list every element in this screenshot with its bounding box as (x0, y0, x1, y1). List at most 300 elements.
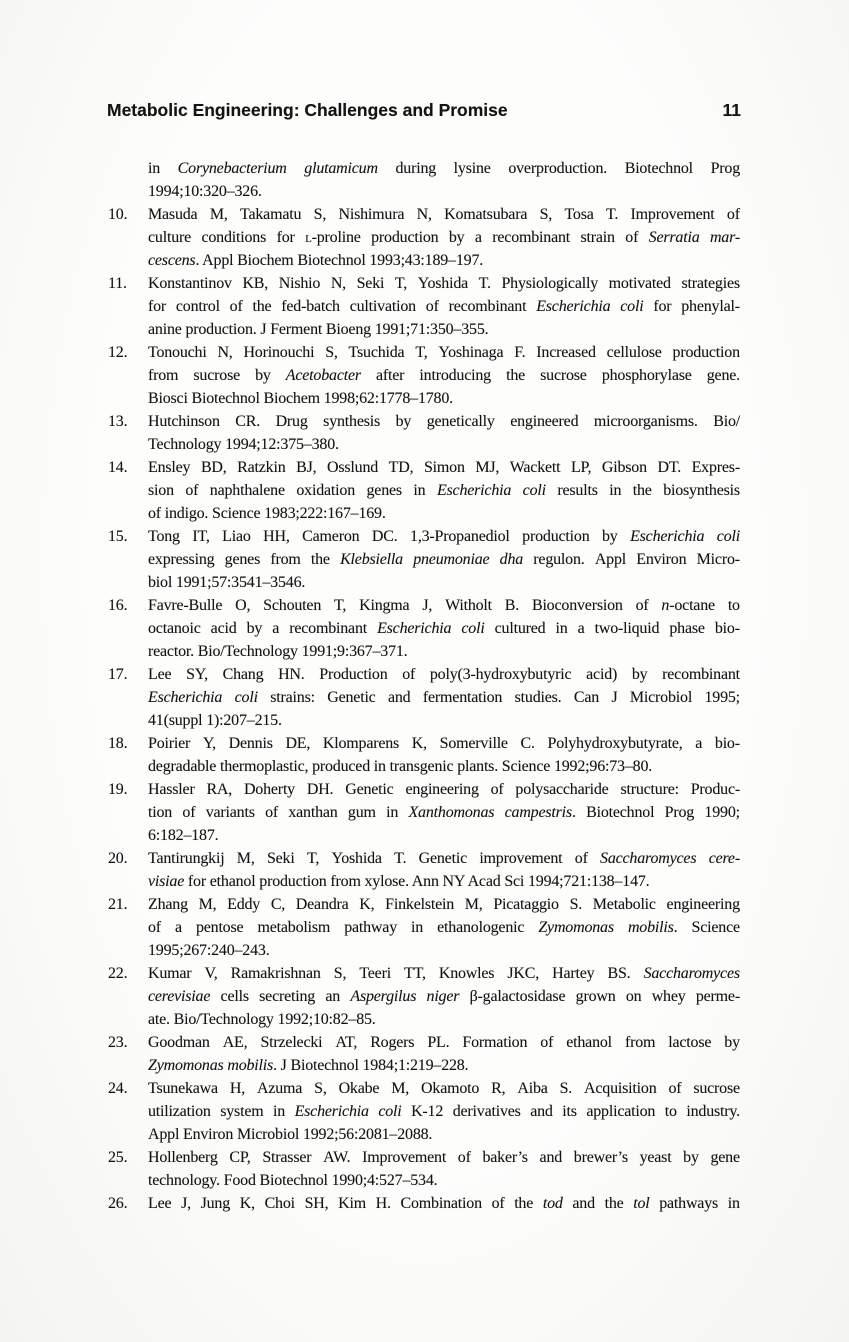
text-run: production (522, 528, 590, 545)
text-run: -proline (311, 229, 361, 246)
text-run: Production (319, 666, 388, 683)
word (574, 686, 599, 709)
word (458, 1146, 471, 1169)
word (350, 295, 416, 318)
text-run: cultivation (349, 298, 416, 315)
word (259, 985, 315, 1008)
word (201, 1192, 230, 1215)
text-run: motivated (608, 275, 671, 292)
word (225, 548, 260, 571)
text-run: a (577, 620, 585, 637)
reference-line (148, 180, 740, 203)
word (536, 341, 596, 364)
word (148, 1077, 218, 1100)
text-run: Tsunekawa (148, 1080, 218, 1097)
text-run: . Appl Biochem Biotechnol 1993;43:189–197. (195, 252, 484, 269)
word (362, 1146, 446, 1169)
word (532, 594, 623, 617)
text-run: Hartey (552, 965, 595, 982)
word (571, 456, 591, 479)
text-run: cere- (708, 850, 740, 867)
word (148, 801, 172, 824)
word (649, 226, 700, 249)
word (681, 272, 739, 295)
word (211, 617, 237, 640)
text-run: TD, (388, 459, 414, 476)
text-run: Doherty (243, 781, 295, 798)
word (500, 548, 523, 571)
text-run: CR. (235, 413, 261, 430)
text-run: overproduction. (508, 160, 608, 177)
word (391, 1077, 409, 1100)
word (602, 364, 692, 387)
word (633, 479, 652, 502)
text-run: xanthan (288, 804, 338, 821)
word (242, 272, 268, 295)
text-run: 1990; (704, 804, 740, 821)
word (413, 479, 425, 502)
text-run: Okabe (338, 1080, 380, 1097)
word (580, 226, 614, 249)
word (628, 916, 678, 939)
text-run: in (727, 1195, 740, 1212)
text-run: Combination (400, 1195, 482, 1212)
text-run: in (411, 919, 424, 936)
word (491, 1077, 505, 1100)
word (288, 801, 337, 824)
text-run: Yoshinaga (438, 344, 504, 361)
text-run: Y, (202, 735, 216, 752)
text-run: T. (478, 275, 491, 292)
text-run: Ensley (148, 459, 191, 476)
text-run: in (609, 482, 622, 499)
word (327, 686, 375, 709)
reference-text (148, 893, 740, 962)
word (594, 410, 698, 433)
reference-line (148, 226, 740, 249)
text-run: AT, (335, 1034, 358, 1051)
reference-line (148, 1146, 740, 1169)
word (492, 226, 570, 249)
reference-text (148, 1031, 740, 1077)
word (611, 686, 617, 709)
word (230, 295, 243, 318)
word (556, 617, 568, 640)
word (566, 1031, 612, 1054)
text-run: Yoshida (417, 275, 469, 292)
text-run: lysine (453, 160, 491, 177)
text-run: production (371, 229, 439, 246)
word (210, 203, 228, 226)
text-run: Goodman (148, 1034, 210, 1051)
text-run: Poirier (148, 735, 191, 752)
text-run: Escherichia (536, 298, 611, 315)
reference-item (108, 594, 740, 663)
word (717, 525, 740, 548)
text-run: J (611, 689, 618, 706)
word (710, 226, 740, 249)
word (285, 732, 310, 755)
text-run: K, (239, 1195, 255, 1212)
word (609, 479, 621, 502)
reference-line (148, 203, 740, 226)
reference-line (148, 433, 740, 456)
text-run: Takamatu (240, 206, 302, 223)
text-run: Bioconversion (531, 597, 623, 614)
word (538, 916, 614, 939)
text-run: Strzelecki (260, 1034, 323, 1051)
reference-number: 23. (108, 1034, 128, 1051)
word (479, 272, 491, 295)
word (653, 295, 671, 318)
word (148, 364, 178, 387)
text-run: improvement (479, 850, 563, 867)
word (673, 341, 740, 364)
text-run: Kingma (359, 597, 410, 614)
word (523, 479, 546, 502)
text-run: the (604, 1195, 624, 1212)
text-run: utilization (148, 1103, 211, 1120)
word (695, 732, 702, 755)
word (727, 203, 740, 226)
word (449, 295, 527, 318)
word (510, 410, 578, 433)
text-run: sucrose (193, 367, 240, 384)
word (514, 341, 525, 364)
text-run: Tong (148, 528, 180, 545)
word (175, 916, 182, 939)
text-run: AE, (222, 1034, 248, 1051)
text-run: Tsuchida (348, 344, 405, 361)
text-run: in (413, 482, 426, 499)
text-run: Zymomonas (538, 919, 614, 936)
text-run: of (265, 804, 279, 821)
word (707, 364, 740, 387)
text-run: Gibson (601, 459, 647, 476)
word (533, 548, 584, 571)
reference-text (148, 1146, 740, 1192)
text-run: octanoic (148, 620, 201, 637)
text-run: DT. (657, 459, 682, 476)
text-run: LP, (570, 459, 592, 476)
text-run: Seki (356, 275, 385, 292)
word (148, 663, 171, 686)
page-number: 11 (722, 100, 741, 120)
text-run: Picataggio (493, 896, 559, 913)
word (410, 525, 510, 548)
reference-line (148, 962, 740, 985)
text-run: whey (651, 988, 686, 1005)
text-run: T. (606, 206, 619, 223)
text-run: of (182, 804, 196, 821)
word (572, 1192, 595, 1215)
reference-line (148, 594, 740, 617)
word (715, 617, 740, 640)
text-run: Hollenberg (148, 1149, 218, 1166)
text-run: pathways (659, 1195, 719, 1212)
word (148, 594, 222, 617)
text-run: SH, (304, 1195, 329, 1212)
text-run: baker’s (482, 1149, 528, 1166)
text-run: engineered (510, 413, 579, 430)
text-run: anine production. J Ferment Bioeng 1991;71:350–355. (148, 321, 489, 338)
reference-line (148, 364, 740, 387)
text-run: genes (224, 551, 261, 568)
word (325, 985, 340, 1008)
word (510, 456, 561, 479)
reference-text (148, 594, 740, 663)
reference-number: 14. (108, 459, 128, 476)
text-run: dha (499, 551, 524, 568)
word (693, 1077, 740, 1100)
text-run: of (402, 666, 416, 683)
text-run: Biotechnol (624, 160, 693, 177)
word (595, 548, 626, 571)
text-run: DH. (306, 781, 334, 798)
text-run: Tosa (564, 206, 594, 223)
text-run: genetically (426, 413, 495, 430)
text-run: Schouten (263, 597, 322, 614)
text-run: bio- (714, 620, 740, 637)
reference-line (148, 157, 740, 180)
word (536, 295, 610, 318)
word (339, 1077, 380, 1100)
word (231, 962, 321, 985)
word (357, 272, 385, 295)
reference-item (108, 847, 740, 893)
text-run: M, (236, 850, 255, 867)
word (570, 893, 583, 916)
text-run: to (664, 1103, 677, 1120)
text-run: culture (148, 229, 192, 246)
word (148, 962, 191, 985)
reference-number: 13. (108, 413, 128, 430)
word (331, 272, 346, 295)
word (148, 456, 190, 479)
word (244, 778, 295, 801)
text-run: by (246, 620, 263, 637)
text-run: of (635, 597, 649, 614)
text-run: IT, (192, 528, 210, 545)
text-run: AW. (323, 1149, 351, 1166)
text-run: of (457, 1149, 471, 1166)
text-run: 6:182–187. (148, 827, 219, 844)
word (710, 1146, 739, 1169)
word (217, 341, 232, 364)
text-run: gum (347, 804, 376, 821)
text-run: Bio/ (713, 413, 740, 430)
word (199, 893, 217, 916)
reference-text (148, 456, 740, 525)
reference-text (148, 272, 740, 341)
text-run: of (229, 298, 243, 315)
word (314, 1077, 327, 1100)
text-run: and (387, 689, 411, 706)
word (415, 341, 427, 364)
reference-number: 11. (108, 275, 127, 292)
text-run: Konstantinov (148, 275, 232, 292)
text-run: B. (504, 597, 520, 614)
text-run: Wackett (509, 459, 561, 476)
reference-line (148, 525, 740, 548)
word (540, 1031, 553, 1054)
text-run: pentose (195, 919, 244, 936)
text-run: sucrose (540, 367, 587, 384)
word (286, 364, 361, 387)
word (495, 617, 546, 640)
word (210, 479, 285, 502)
text-run: the (252, 298, 272, 315)
word (229, 1146, 250, 1169)
text-run: application (586, 1103, 656, 1120)
word (148, 226, 191, 249)
text-run: Teeri (359, 965, 391, 982)
reference-line (148, 387, 740, 410)
text-run: acid) (586, 666, 618, 683)
text-run: N, (217, 344, 233, 361)
reference-line (148, 295, 740, 318)
word (263, 525, 290, 548)
word (148, 525, 180, 548)
word (185, 479, 198, 502)
text-run: of (491, 1195, 505, 1212)
text-run: H. (375, 1195, 391, 1212)
word (668, 1031, 711, 1054)
word (662, 663, 740, 686)
word (307, 847, 319, 870)
word (491, 778, 504, 801)
text-run: and (539, 1149, 563, 1166)
text-run: oxidation (296, 482, 356, 499)
word (704, 686, 739, 709)
word (148, 1031, 210, 1054)
word (543, 1192, 563, 1215)
reference-line (148, 272, 740, 295)
text-run: Strasser (262, 1149, 312, 1166)
reference-item (108, 272, 740, 341)
word (445, 594, 492, 617)
word (411, 916, 423, 939)
reference-line (148, 502, 740, 525)
text-run: BS. (607, 965, 631, 982)
text-run: visiae (148, 873, 185, 890)
text-run: Kumar (148, 965, 192, 982)
word (243, 341, 314, 364)
word (255, 364, 271, 387)
reference-line (148, 1100, 740, 1123)
reference-text (148, 663, 740, 732)
word (148, 203, 197, 226)
word (148, 272, 232, 295)
text-run: Seki (266, 850, 295, 867)
word (260, 1031, 322, 1054)
text-run: cellulose (606, 344, 662, 361)
text-run: in (555, 620, 568, 637)
word (235, 686, 258, 709)
word (625, 1031, 655, 1054)
word (205, 962, 218, 985)
text-run: . (673, 919, 678, 936)
word (334, 594, 346, 617)
text-run: Knowles (438, 965, 495, 982)
word (271, 893, 285, 916)
word (427, 410, 495, 433)
text-run: Appl Environ Microbiol 1992;56:2081–2088. (148, 1126, 433, 1143)
reference-line (148, 732, 740, 755)
word (540, 1146, 563, 1169)
text-run: H, (229, 1080, 246, 1097)
reference-item (108, 1031, 740, 1077)
word (148, 617, 201, 640)
word (667, 893, 740, 916)
word (182, 801, 195, 824)
text-run: Prog (710, 160, 740, 177)
word (323, 1146, 350, 1169)
text-run: ate. Bio/Technology 1992;10:82–85. (148, 1011, 376, 1028)
text-run: Physiologically (501, 275, 599, 292)
text-run: brewer’s (573, 1149, 628, 1166)
text-run: Drug (275, 413, 308, 430)
text-run: naphthalene (209, 482, 285, 499)
word (257, 1077, 302, 1100)
text-run: by (724, 1034, 740, 1051)
text-run: of (540, 1034, 554, 1051)
text-run: TT, (404, 965, 426, 982)
text-run: synthesis (323, 413, 381, 430)
word (632, 663, 648, 686)
text-run: perme- (695, 988, 740, 1005)
text-run: by (631, 666, 648, 683)
text-run: . (571, 804, 576, 821)
word (586, 801, 654, 824)
text-run: for (276, 229, 295, 246)
text-run: Genetic (345, 781, 394, 798)
word (277, 226, 295, 249)
word (349, 341, 405, 364)
text-run: recombinant (662, 666, 740, 683)
text-run: Polyhydroxybutyrate, (547, 735, 683, 752)
text-run: studies. (514, 689, 562, 706)
text-run: from (270, 551, 301, 568)
reference-line (148, 755, 740, 778)
word (235, 410, 260, 433)
reference-number: 22. (108, 965, 128, 982)
text-run: phenylal- (681, 298, 740, 315)
text-run: of indigo. Science 1983;222:167–169. (148, 505, 386, 522)
word (276, 410, 308, 433)
text-run: Liao (222, 528, 251, 545)
text-run: the (506, 367, 526, 384)
word (715, 732, 740, 755)
word (557, 479, 597, 502)
word (378, 1100, 401, 1123)
word (453, 1100, 521, 1123)
text-run: its (562, 1103, 577, 1120)
word (602, 456, 647, 479)
text-run: Kim (338, 1195, 366, 1212)
word (181, 1192, 191, 1215)
text-run: Horinouchi (243, 344, 315, 361)
word (548, 732, 683, 755)
word (697, 548, 740, 571)
text-run: Tonouchi (148, 344, 207, 361)
reference-item (108, 157, 740, 203)
text-run: K-12 (411, 1103, 444, 1120)
word (704, 801, 739, 824)
reference-line (148, 1077, 740, 1100)
word (506, 364, 525, 387)
word (644, 962, 740, 985)
